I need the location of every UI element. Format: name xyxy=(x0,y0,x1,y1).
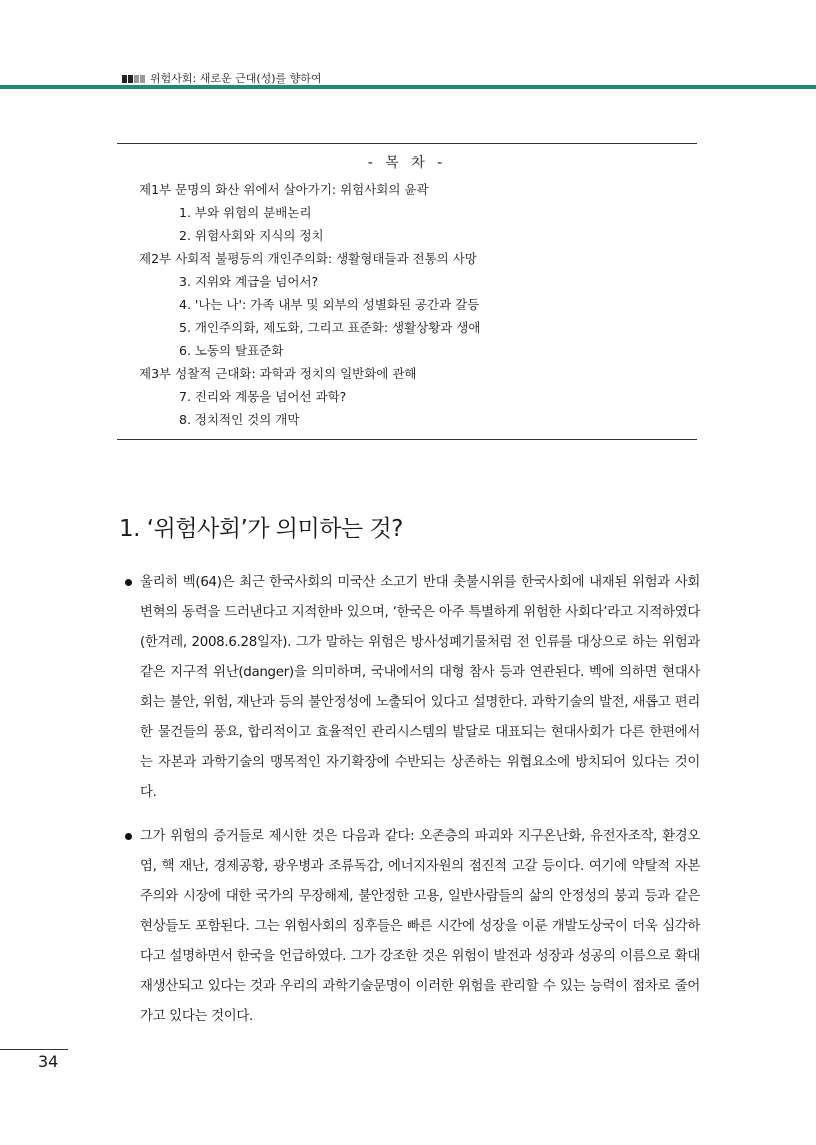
toc-chapter-2: 2. 위험사회와 지식의 정치 xyxy=(179,228,324,243)
paragraph-1-text: 울리히 벡(64)은 최근 한국사회의 미국산 소고기 반대 촛불시위를 한국사회에 내재된 위험과 사회변혁의 동력을 드러낸다고 지적한바 있으며, ‘한국은 아주 특별하게 위험한 사회다’라고 지적하였다(한겨레, 2008.6.28일자). 그가 말하는 위험은 방사성폐기물처럼 전 인류를 대상으로 하는 위험과 같은 지구적 위난(danger)을 의미하며, 국내에서의 대형 참사 등과 연관된다. 벡에 의하면 현대사회는 불안, 위험, 재난과 등의 불안정성에 노출되어 있다고 설명한다. 과학기술의 발전, 새롭고 편리한 물건들의 풍요, 합리적이고 효율적인 관리시스템의 발달로 대표되는 현대사회가 다른 한편에서는 자본과 과학기술의 맹목적인 자기확장에 수반되는 상존하는 위협요소에 방치되어 있다는 것이다. xyxy=(140,575,700,800)
footer-rule xyxy=(0,1049,68,1050)
section-title: 1. ‘위험사회’가 의미하는 것? xyxy=(119,516,403,542)
paragraph-1 xyxy=(140,568,700,808)
toc-chapter-8: 8. 정치적인 것의 개막 xyxy=(179,412,300,427)
running-header-text: 위험사회: 새로운 근대(성)를 향하여 xyxy=(150,72,322,85)
toc-part-2: 제2부 사회적 불평등의 개인주의화: 생활형태들과 전통의 사망 xyxy=(139,251,477,266)
bullet-icon xyxy=(125,833,132,840)
toc-title: - 목 차 - xyxy=(367,155,447,171)
toc-chapter-6: 6. 노동의 탈표준화 xyxy=(179,343,284,358)
running-header xyxy=(122,70,322,86)
toc-chapter-4: 4. '나는 나': 가족 내부 및 외부의 성별화된 공간과 갈등 xyxy=(179,297,480,312)
header-accent-bar xyxy=(0,85,816,89)
toc-part-3: 제3부 성찰적 근대화: 과학과 정치의 일반화에 관해 xyxy=(139,366,417,381)
toc-chapter-7: 7. 진리와 계몽을 넘어선 과학? xyxy=(179,389,347,404)
page-number: 34 xyxy=(38,1052,59,1071)
paragraph-2-text: 그가 위험의 증거들로 제시한 것은 다음과 같다: 오존층의 파괴와 지구온난화, 유전자조작, 환경오염, 핵 재난, 경제공황, 광우병과 조류독감, 에너지자원의 점진적 고갈 등이다. 여기에 약탈적 자본주의와 시장에 대한 국가의 무장해제, 불안정한 고용, 일반사람들의 삶의 안정성의 붕괴 등과 같은 현상들도 포함된다. 그는 위험사회의 징후들은 빠른 시간에 성장을 이룬 개발도상국이 더욱 심각하다고 설명하면서 한국을 언급하였다. 그가 강조한 것은 위험이 발전과 성장과 성공의 이름으로 확대 재생산되고 있다는 것과 우리의 과학기술문명이 이러한 위험을 관리할 수 있는 능력이 점차로 줄어가고 있다는 것이다. xyxy=(140,829,700,1024)
toc-part-1: 제1부 문명의 화산 위에서 살아가기: 위험사회의 윤곽 xyxy=(139,182,429,197)
header-squares-icon xyxy=(122,73,146,86)
toc-chapter-3: 3. 지위와 계급을 넘어서? xyxy=(179,274,319,289)
bullet-icon xyxy=(125,579,132,586)
table-of-contents xyxy=(117,143,697,440)
toc-chapter-5: 5. 개인주의화, 제도화, 그리고 표준화: 생활상황과 생애 xyxy=(179,320,481,335)
toc-chapter-1: 1. 부와 위험의 분배논리 xyxy=(179,205,312,220)
paragraph-2 xyxy=(140,822,700,1032)
